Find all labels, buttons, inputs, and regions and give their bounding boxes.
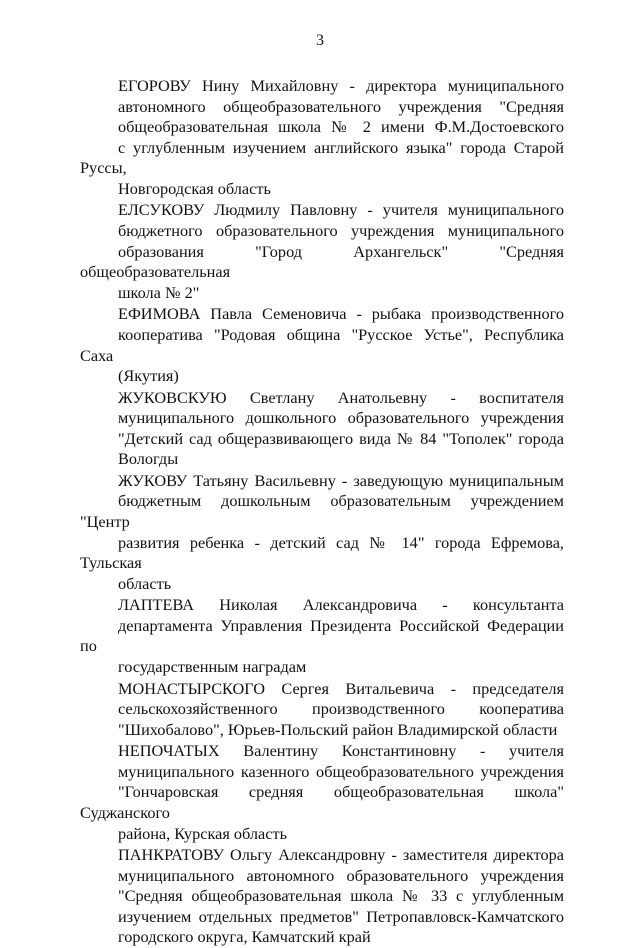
awardee-entry	[80, 845, 564, 948]
entry-line: с углубленным изучением английского языка" города Старой Руссы,	[80, 137, 564, 178]
awardee-entry	[80, 304, 564, 386]
entry-line: муниципального автономного образовательного учреждения	[118, 865, 564, 885]
entry-line: Вологды	[118, 449, 179, 469]
entry-line: городского округа, Камчатский край	[118, 927, 371, 947]
entry-line: ЕГОРОВУ Нину Михайловну - директора муниципального	[118, 76, 564, 95]
entry-line: изучением отдельных предметов" Петропавловск-Камчатского	[118, 906, 564, 926]
awardee-entry	[80, 595, 564, 677]
page-number: 3	[316, 32, 324, 49]
entry-line: "Шихобалово", Юрьев-Польский район Владимирской области	[118, 719, 558, 739]
entry-line: общеобразовательная школа № 2 имени Ф.М.Достоевского	[118, 117, 564, 137]
awardee-entry	[80, 200, 564, 303]
entry-line: "Детский сад общеразвивающего вида № 84 "Тополек" города	[118, 428, 564, 448]
entry-line: бюджетного образовательного учреждения муниципального	[118, 221, 564, 241]
entry-line: ПАНКРАТОВУ Ольгу Александровну - заместителя директора	[118, 845, 564, 865]
entry-line: ЕФИМОВА Павла Семеновича - рыбака производственного	[118, 304, 564, 324]
entry-line: района, Курская область	[118, 823, 288, 843]
awardee-entry	[80, 741, 564, 844]
entry-line: образования "Город Архангельск" "Средняя общеобразовательная	[80, 241, 564, 282]
entry-line: муниципального казенного общеобразовательного учреждения	[118, 761, 564, 781]
awardee-list	[80, 76, 564, 948]
awardee-entry	[80, 679, 564, 741]
entry-line: (Якутия)	[118, 366, 179, 386]
entry-line: развития ребенка - детский сад № 14" города Ефремова, Тульская	[80, 532, 564, 573]
entry-line: "Гончаровская средняя общеобразовательная школа" Суджанского	[80, 782, 564, 823]
entry-line: бюджетным дошкольным образовательным учреждением "Центр	[80, 491, 564, 532]
entry-line: школа № 2"	[118, 282, 200, 302]
entry-line: "Средняя общеобразовательная школа № 33 с углубленным	[118, 886, 564, 906]
entry-line: кооператива "Родовая община "Русское Устье", Республика Саха	[80, 324, 564, 365]
entry-line: сельскохозяйственного производственного кооператива	[118, 699, 564, 719]
entry-line: государственным наградам	[118, 657, 307, 677]
entry-line: НЕПОЧАТЫХ Валентину Константиновну - учителя	[118, 741, 564, 761]
entry-line: ЖУКОВСКУЮ Светлану Анатольевну - воспитателя	[118, 387, 564, 407]
awardee-entry	[80, 471, 564, 595]
awardee-entry	[80, 388, 564, 470]
entry-line: ЖУКОВУ Татьяну Васильевну - заведующую муниципальным	[118, 470, 564, 490]
entry-line: ЛАПТЕВА Николая Александровича - консультанта	[118, 595, 564, 615]
entry-line: автономного общеобразовательного учреждения "Средняя	[118, 96, 564, 116]
entry-line: департамента Управления Президента Российской Федерации по	[80, 615, 564, 656]
entry-line: МОНАСТЫРСКОГО Сергея Витальевича - председателя	[118, 678, 564, 698]
entry-line: ЕЛСУКОВУ Людмилу Павловну - учителя муниципального	[118, 200, 564, 220]
entry-line: муниципального дошкольного образовательного учреждения	[118, 408, 564, 428]
entry-line: Новгородская область	[118, 178, 271, 198]
entry-line: область	[118, 573, 172, 593]
awardee-entry	[80, 76, 564, 200]
